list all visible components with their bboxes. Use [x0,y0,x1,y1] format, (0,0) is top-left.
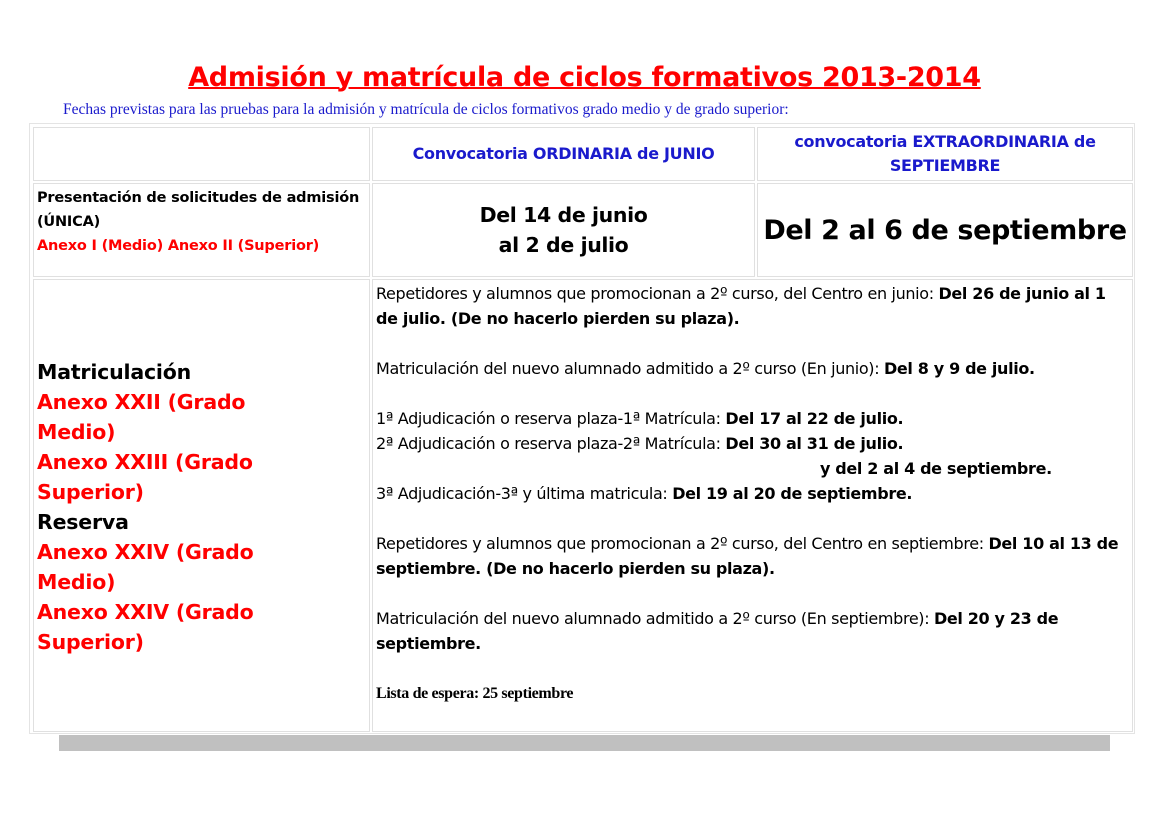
header-extraordinaria-label: convocatoria EXTRAORDINARIA de SEPTIEMBRE [794,132,1096,175]
row-solicitudes-ordinaria [372,183,755,277]
document-title: Admisión y matrícula de ciclos formativos 2013-2014 [188,62,981,93]
row-solicitudes-label [33,183,370,277]
row-matricula-details [372,279,1133,732]
label-matriculacion: Matriculación [37,360,192,384]
label-anexo-xxii: Anexo XXII (Grado Medio) [37,390,246,444]
detail-item: Matriculación del nuevo alumnado admitido a 2º curso (En septiembre): Del 20 y 23 de septiembre. [376,609,1059,653]
schedule-table [29,123,1135,734]
header-ordinaria [372,127,755,181]
solicitudes-extraordinaria-dates: Del 2 al 6 de septiembre [763,214,1127,246]
detail-item: 2ª Adjudicación o reserva plaza-2ª Matrícula: Del 30 al 31 de julio. [376,434,904,453]
waiting-list: Lista de espera: 25 septiembre [376,685,574,702]
header-extraordinaria [757,127,1133,181]
solicitudes-ordinaria-start: Del 14 de junio [479,203,648,227]
label-anexo-xxiii: Anexo XXIII (Grado Superior) [37,450,253,504]
header-empty-cell [33,127,370,181]
solicitudes-anexos: Anexo I (Medio) Anexo II (Superior) [37,238,320,254]
row-solicitudes-extraordinaria [757,183,1133,277]
header-ordinaria-label: Convocatoria ORDINARIA de JUNIO [412,144,715,163]
solicitudes-ordinaria-end: al 2 de julio [498,233,629,257]
detail-item: Repetidores y alumnos que promocionan a 2º curso, del Centro en septiembre: Del 10 al 13 de septiembre. (De no hacerlo pierden su plaza). [376,534,1119,578]
solicitudes-title: Presentación de solicitudes de admisión (ÚNICA) [37,190,360,230]
label-anexo-xxiv-medio: Anexo XXIV (Grado Medio) [37,540,254,594]
detail-item: Matriculación del nuevo alumnado admitido a 2º curso (En junio): Del 8 y 9 de julio. [376,359,1035,378]
label-reserva: Reserva [37,510,129,534]
detail-item: Repetidores y alumnos que promocionan a 2º curso, del Centro en junio: Del 26 de junio al 1 de julio. (De no hacerlo pierden su plaza). [376,284,1106,328]
detail-item-continuation: y del 2 al 4 de septiembre. [820,459,1052,478]
row-matricula-label [33,279,370,732]
detail-item: 3ª Adjudicación-3ª y última matricula: Del 19 al 20 de septiembre. [376,484,913,503]
horizontal-scrollbar[interactable] [59,735,1110,751]
detail-item: 1ª Adjudicación o reserva plaza-1ª Matrícula: Del 17 al 22 de julio. [376,409,904,428]
label-anexo-xxiv-superior: Anexo XXIV (Grado Superior) [37,600,254,654]
document-subtitle: Fechas previstas para las pruebas para la admisión y matrícula de ciclos formativos grado medio y de grado superior: [63,101,789,118]
